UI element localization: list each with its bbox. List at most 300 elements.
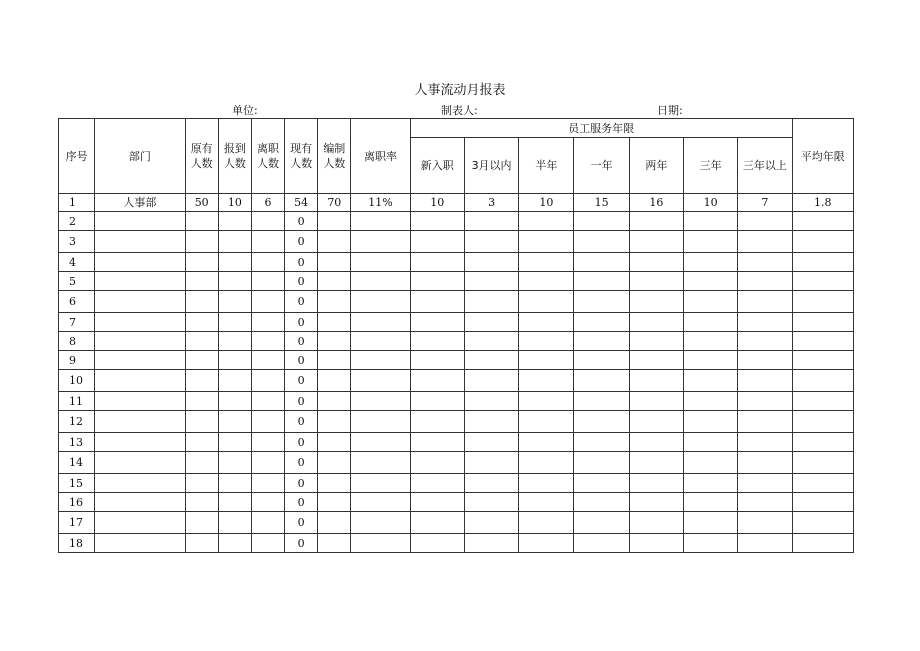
cell-turnover bbox=[351, 253, 410, 272]
cell-left bbox=[251, 474, 284, 493]
cell-staffing bbox=[318, 253, 351, 272]
cell-idx: 13 bbox=[59, 433, 95, 452]
cell-service bbox=[684, 392, 738, 411]
cell-idx: 5 bbox=[59, 272, 95, 291]
header-service-one-year: 一年 bbox=[574, 138, 629, 194]
cell-average bbox=[792, 291, 853, 313]
cell-reported bbox=[218, 512, 251, 534]
cell-service bbox=[629, 493, 683, 512]
cell-reported bbox=[218, 534, 251, 553]
cell-service bbox=[464, 370, 518, 392]
cell-service: 16 bbox=[629, 194, 683, 212]
header-service-new: 新入职 bbox=[410, 138, 464, 194]
header-service-three-years: 三年 bbox=[684, 138, 738, 194]
cell-service bbox=[629, 253, 683, 272]
cell-service bbox=[410, 272, 464, 291]
cell-service bbox=[519, 253, 574, 272]
cell-service: 15 bbox=[574, 194, 629, 212]
cell-service bbox=[519, 534, 574, 553]
cell-dept bbox=[95, 272, 185, 291]
cell-staffing bbox=[318, 512, 351, 534]
cell-service bbox=[464, 433, 518, 452]
cell-original: 50 bbox=[185, 194, 218, 212]
cell-turnover bbox=[351, 452, 410, 474]
cell-original bbox=[185, 291, 218, 313]
cell-service bbox=[738, 272, 792, 291]
cell-service bbox=[574, 411, 629, 433]
cell-service bbox=[684, 272, 738, 291]
cell-service bbox=[464, 291, 518, 313]
table-row bbox=[59, 493, 854, 512]
cell-service: 10 bbox=[410, 194, 464, 212]
table-row bbox=[59, 452, 854, 474]
cell-original bbox=[185, 411, 218, 433]
cell-service bbox=[464, 392, 518, 411]
cell-current: 0 bbox=[285, 253, 318, 272]
cell-original bbox=[185, 433, 218, 452]
cell-staffing bbox=[318, 452, 351, 474]
cell-service bbox=[519, 272, 574, 291]
cell-service bbox=[519, 493, 574, 512]
cell-staffing bbox=[318, 332, 351, 351]
cell-average bbox=[792, 332, 853, 351]
maker-label: 制表人: bbox=[441, 104, 478, 117]
cell-staffing bbox=[318, 474, 351, 493]
cell-service bbox=[738, 212, 792, 231]
cell-dept bbox=[95, 512, 185, 534]
cell-idx: 3 bbox=[59, 231, 95, 253]
cell-original bbox=[185, 474, 218, 493]
cell-left bbox=[251, 212, 284, 231]
cell-current: 0 bbox=[285, 370, 318, 392]
cell-current: 0 bbox=[285, 231, 318, 253]
cell-left bbox=[251, 313, 284, 332]
cell-reported bbox=[218, 231, 251, 253]
cell-idx: 2 bbox=[59, 212, 95, 231]
cell-service bbox=[464, 452, 518, 474]
table-row bbox=[59, 411, 854, 433]
header-service-over-three: 三年以上 bbox=[738, 138, 792, 194]
cell-current: 0 bbox=[285, 433, 318, 452]
cell-staffing bbox=[318, 534, 351, 553]
cell-service bbox=[738, 253, 792, 272]
cell-turnover bbox=[351, 411, 410, 433]
cell-service bbox=[464, 231, 518, 253]
cell-dept bbox=[95, 231, 185, 253]
cell-left bbox=[251, 493, 284, 512]
cell-service bbox=[464, 512, 518, 534]
cell-dept bbox=[95, 332, 185, 351]
cell-original bbox=[185, 313, 218, 332]
cell-staffing bbox=[318, 231, 351, 253]
cell-service bbox=[410, 433, 464, 452]
cell-dept bbox=[95, 474, 185, 493]
cell-dept bbox=[95, 212, 185, 231]
cell-service bbox=[574, 272, 629, 291]
cell-turnover: 11% bbox=[351, 194, 410, 212]
cell-service bbox=[410, 253, 464, 272]
personnel-flow-table bbox=[58, 118, 854, 553]
cell-average bbox=[792, 272, 853, 291]
cell-service bbox=[519, 433, 574, 452]
cell-service bbox=[574, 212, 629, 231]
report-title: 人事流动月报表 bbox=[414, 83, 506, 98]
cell-service bbox=[738, 332, 792, 351]
cell-service bbox=[574, 351, 629, 370]
cell-idx: 15 bbox=[59, 474, 95, 493]
cell-service bbox=[519, 411, 574, 433]
cell-service bbox=[574, 231, 629, 253]
cell-current: 0 bbox=[285, 272, 318, 291]
cell-left bbox=[251, 231, 284, 253]
cell-reported bbox=[218, 332, 251, 351]
cell-service bbox=[684, 291, 738, 313]
cell-staffing: 70 bbox=[318, 194, 351, 212]
header-dept: 部门 bbox=[95, 119, 185, 194]
table-row bbox=[59, 332, 854, 351]
cell-service bbox=[574, 253, 629, 272]
cell-dept bbox=[95, 433, 185, 452]
cell-service bbox=[629, 291, 683, 313]
cell-dept bbox=[95, 534, 185, 553]
cell-service bbox=[684, 313, 738, 332]
cell-reported bbox=[218, 212, 251, 231]
cell-idx: 12 bbox=[59, 411, 95, 433]
cell-original bbox=[185, 452, 218, 474]
cell-service bbox=[464, 212, 518, 231]
cell-staffing bbox=[318, 291, 351, 313]
cell-turnover bbox=[351, 332, 410, 351]
cell-service bbox=[574, 452, 629, 474]
cell-service bbox=[629, 474, 683, 493]
cell-idx: 8 bbox=[59, 332, 95, 351]
cell-reported bbox=[218, 474, 251, 493]
cell-idx: 1 bbox=[59, 194, 95, 212]
table-row bbox=[59, 313, 854, 332]
cell-service bbox=[738, 231, 792, 253]
cell-service bbox=[738, 534, 792, 553]
cell-service bbox=[738, 313, 792, 332]
cell-service bbox=[684, 332, 738, 351]
table-row bbox=[59, 272, 854, 291]
header-service-group: 员工服务年限 bbox=[410, 119, 792, 138]
cell-service bbox=[629, 351, 683, 370]
cell-service bbox=[519, 370, 574, 392]
cell-staffing bbox=[318, 433, 351, 452]
cell-left bbox=[251, 332, 284, 351]
table-row bbox=[59, 194, 854, 212]
cell-service bbox=[684, 212, 738, 231]
cell-reported: 10 bbox=[218, 194, 251, 212]
cell-original bbox=[185, 272, 218, 291]
cell-service bbox=[738, 452, 792, 474]
cell-service bbox=[684, 493, 738, 512]
cell-service: 3 bbox=[464, 194, 518, 212]
cell-idx: 10 bbox=[59, 370, 95, 392]
cell-service bbox=[519, 231, 574, 253]
cell-original bbox=[185, 512, 218, 534]
cell-reported bbox=[218, 433, 251, 452]
cell-service bbox=[464, 534, 518, 553]
cell-service bbox=[738, 512, 792, 534]
cell-service: 10 bbox=[684, 194, 738, 212]
cell-left bbox=[251, 433, 284, 452]
cell-turnover bbox=[351, 474, 410, 493]
cell-service bbox=[738, 493, 792, 512]
cell-service bbox=[464, 253, 518, 272]
cell-service bbox=[684, 534, 738, 553]
cell-idx: 16 bbox=[59, 493, 95, 512]
cell-turnover bbox=[351, 291, 410, 313]
cell-service bbox=[410, 313, 464, 332]
cell-current: 0 bbox=[285, 493, 318, 512]
cell-service bbox=[684, 433, 738, 452]
cell-service bbox=[738, 411, 792, 433]
cell-average bbox=[792, 370, 853, 392]
header-left: 离职人数 bbox=[251, 119, 284, 194]
cell-turnover bbox=[351, 512, 410, 534]
cell-service bbox=[410, 351, 464, 370]
cell-service bbox=[519, 351, 574, 370]
cell-service bbox=[464, 272, 518, 291]
cell-dept bbox=[95, 411, 185, 433]
unit-label: 单位: bbox=[232, 104, 258, 117]
cell-service bbox=[410, 231, 464, 253]
cell-service bbox=[684, 411, 738, 433]
cell-service bbox=[684, 370, 738, 392]
cell-service bbox=[519, 291, 574, 313]
cell-service bbox=[629, 212, 683, 231]
cell-left bbox=[251, 351, 284, 370]
cell-staffing bbox=[318, 212, 351, 231]
cell-average bbox=[792, 392, 853, 411]
cell-service bbox=[574, 332, 629, 351]
table-row bbox=[59, 512, 854, 534]
cell-service bbox=[574, 534, 629, 553]
cell-service bbox=[464, 351, 518, 370]
cell-service bbox=[684, 231, 738, 253]
cell-turnover bbox=[351, 370, 410, 392]
cell-dept bbox=[95, 291, 185, 313]
cell-turnover bbox=[351, 231, 410, 253]
cell-dept bbox=[95, 253, 185, 272]
cell-current: 0 bbox=[285, 392, 318, 411]
cell-idx: 9 bbox=[59, 351, 95, 370]
cell-service bbox=[519, 452, 574, 474]
cell-idx: 4 bbox=[59, 253, 95, 272]
table-row bbox=[59, 212, 854, 231]
cell-service: 7 bbox=[738, 194, 792, 212]
cell-current: 0 bbox=[285, 452, 318, 474]
header-service-3months: 3月以内 bbox=[464, 138, 518, 194]
header-current: 现有人数 bbox=[285, 119, 318, 194]
header-original: 原有人数 bbox=[185, 119, 218, 194]
cell-service bbox=[410, 332, 464, 351]
cell-idx: 17 bbox=[59, 512, 95, 534]
header-turnover: 离职率 bbox=[351, 119, 410, 194]
cell-reported bbox=[218, 392, 251, 411]
cell-turnover bbox=[351, 493, 410, 512]
cell-left bbox=[251, 272, 284, 291]
cell-service bbox=[629, 411, 683, 433]
cell-average bbox=[792, 351, 853, 370]
cell-service bbox=[738, 474, 792, 493]
cell-service bbox=[684, 253, 738, 272]
cell-staffing bbox=[318, 272, 351, 291]
cell-service bbox=[738, 392, 792, 411]
cell-reported bbox=[218, 291, 251, 313]
cell-dept bbox=[95, 392, 185, 411]
table-row bbox=[59, 351, 854, 370]
cell-service bbox=[574, 392, 629, 411]
cell-current: 0 bbox=[285, 351, 318, 370]
cell-original bbox=[185, 392, 218, 411]
cell-service bbox=[738, 370, 792, 392]
table-row bbox=[59, 291, 854, 313]
cell-service bbox=[684, 351, 738, 370]
cell-left bbox=[251, 452, 284, 474]
cell-left bbox=[251, 534, 284, 553]
cell-turnover bbox=[351, 272, 410, 291]
cell-left bbox=[251, 291, 284, 313]
cell-service bbox=[629, 231, 683, 253]
table-row bbox=[59, 231, 854, 253]
cell-turnover bbox=[351, 392, 410, 411]
cell-service bbox=[519, 313, 574, 332]
cell-service bbox=[629, 452, 683, 474]
cell-original bbox=[185, 493, 218, 512]
cell-idx: 6 bbox=[59, 291, 95, 313]
cell-service bbox=[684, 512, 738, 534]
cell-average bbox=[792, 231, 853, 253]
cell-current: 0 bbox=[285, 212, 318, 231]
table-row bbox=[59, 392, 854, 411]
cell-left bbox=[251, 370, 284, 392]
cell-current: 0 bbox=[285, 291, 318, 313]
cell-original bbox=[185, 253, 218, 272]
cell-average bbox=[792, 512, 853, 534]
cell-service bbox=[464, 332, 518, 351]
cell-left bbox=[251, 411, 284, 433]
cell-service bbox=[684, 474, 738, 493]
table-row bbox=[59, 474, 854, 493]
cell-service bbox=[410, 474, 464, 493]
table-row bbox=[59, 253, 854, 272]
cell-dept bbox=[95, 370, 185, 392]
cell-turnover bbox=[351, 313, 410, 332]
header-staffing: 编制人数 bbox=[318, 119, 351, 194]
cell-current: 0 bbox=[285, 411, 318, 433]
cell-idx: 11 bbox=[59, 392, 95, 411]
cell-reported bbox=[218, 351, 251, 370]
header-average: 平均年限 bbox=[792, 119, 853, 194]
cell-service bbox=[410, 411, 464, 433]
cell-service bbox=[464, 313, 518, 332]
cell-service bbox=[519, 512, 574, 534]
cell-service bbox=[629, 534, 683, 553]
table-body bbox=[59, 194, 854, 553]
cell-current: 54 bbox=[285, 194, 318, 212]
cell-service bbox=[629, 392, 683, 411]
cell-staffing bbox=[318, 351, 351, 370]
cell-service bbox=[738, 291, 792, 313]
cell-staffing bbox=[318, 493, 351, 512]
cell-service bbox=[519, 212, 574, 231]
cell-average bbox=[792, 452, 853, 474]
cell-dept bbox=[95, 351, 185, 370]
cell-service bbox=[738, 433, 792, 452]
cell-average bbox=[792, 411, 853, 433]
cell-service bbox=[410, 370, 464, 392]
cell-service: 10 bbox=[519, 194, 574, 212]
cell-turnover bbox=[351, 351, 410, 370]
cell-average bbox=[792, 474, 853, 493]
cell-service bbox=[410, 534, 464, 553]
cell-reported bbox=[218, 452, 251, 474]
cell-service bbox=[574, 493, 629, 512]
cell-service bbox=[629, 512, 683, 534]
cell-original bbox=[185, 534, 218, 553]
cell-reported bbox=[218, 370, 251, 392]
header-seq: 序号 bbox=[59, 119, 95, 194]
cell-left bbox=[251, 512, 284, 534]
cell-service bbox=[629, 370, 683, 392]
cell-service bbox=[464, 493, 518, 512]
cell-service bbox=[410, 392, 464, 411]
cell-service bbox=[629, 313, 683, 332]
date-label: 日期: bbox=[657, 104, 683, 117]
cell-service bbox=[519, 474, 574, 493]
cell-turnover bbox=[351, 433, 410, 452]
cell-service bbox=[684, 452, 738, 474]
cell-left: 6 bbox=[251, 194, 284, 212]
cell-service bbox=[410, 493, 464, 512]
cell-original bbox=[185, 332, 218, 351]
cell-turnover bbox=[351, 534, 410, 553]
cell-service bbox=[574, 313, 629, 332]
cell-staffing bbox=[318, 370, 351, 392]
cell-average bbox=[792, 534, 853, 553]
cell-reported bbox=[218, 411, 251, 433]
cell-turnover bbox=[351, 212, 410, 231]
cell-service bbox=[519, 332, 574, 351]
cell-current: 0 bbox=[285, 474, 318, 493]
cell-left bbox=[251, 392, 284, 411]
cell-average bbox=[792, 212, 853, 231]
cell-dept: 人事部 bbox=[95, 194, 185, 212]
cell-average bbox=[792, 433, 853, 452]
cell-current: 0 bbox=[285, 534, 318, 553]
cell-staffing bbox=[318, 313, 351, 332]
table-row bbox=[59, 534, 854, 553]
cell-service bbox=[574, 370, 629, 392]
cell-current: 0 bbox=[285, 512, 318, 534]
cell-dept bbox=[95, 452, 185, 474]
cell-service bbox=[410, 212, 464, 231]
header-reported: 报到人数 bbox=[218, 119, 251, 194]
header-service-two-years: 两年 bbox=[629, 138, 683, 194]
cell-service bbox=[629, 332, 683, 351]
cell-idx: 18 bbox=[59, 534, 95, 553]
cell-current: 0 bbox=[285, 313, 318, 332]
cell-original bbox=[185, 370, 218, 392]
cell-average bbox=[792, 313, 853, 332]
cell-service bbox=[410, 291, 464, 313]
header-service-half-year: 半年 bbox=[519, 138, 574, 194]
cell-service bbox=[574, 433, 629, 452]
cell-service bbox=[629, 272, 683, 291]
cell-original bbox=[185, 231, 218, 253]
